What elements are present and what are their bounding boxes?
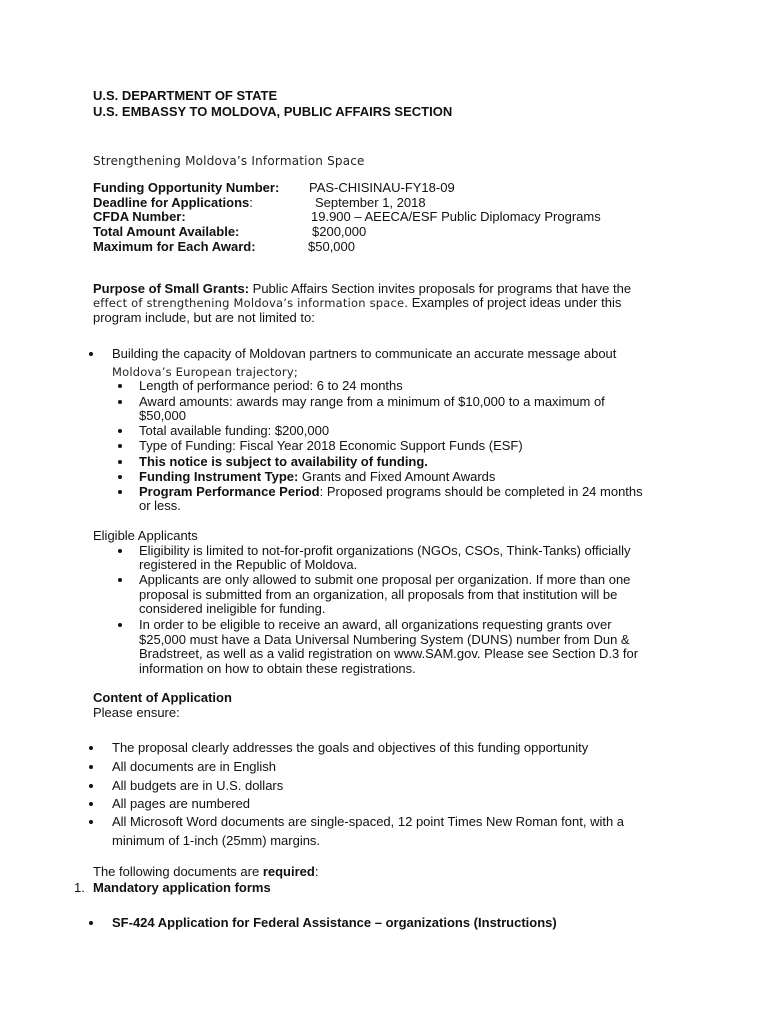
- bullet-icon: [118, 460, 122, 464]
- sub-bullet-total-funding: Total available funding: $200,000: [139, 423, 330, 438]
- content-please-ensure: Please ensure:: [93, 705, 180, 720]
- capacity-line-1: Building the capacity of Moldovan partners to communicate an accurate message about: [112, 346, 617, 361]
- content-item-english: All documents are in English: [112, 759, 277, 774]
- eligible-3-line-2: $25,000 must have a Data Universal Numbering System (DUNS) number from Dun &: [139, 632, 630, 647]
- content-item-pages: All pages are numbered: [112, 796, 251, 811]
- eligible-1-line-2: registered in the Republic of Moldova.: [139, 557, 358, 572]
- content-item-goals: The proposal clearly addresses the goals and objectives of this funding opportunity: [112, 740, 589, 755]
- content-item-budgets: All budgets are in U.S. dollars: [112, 778, 284, 793]
- sub-bullet-funding-type: Type of Funding: Fiscal Year 2018 Economic Support Funds (ESF): [139, 438, 523, 453]
- bullet-icon: [118, 444, 122, 448]
- bullet-icon: [118, 549, 122, 553]
- field-label-max-award: Maximum for Each Award:: [93, 239, 256, 254]
- eligible-3-line-3: Bradstreet, as well as a valid registration on www.SAM.gov. Please see Section D.3 for: [139, 646, 639, 661]
- document-subtitle: Strengthening Moldova’s Information Space: [93, 154, 365, 168]
- sub-bullet-performance-period-program: Program Performance Period: Proposed programs should be completed in 24 months: [139, 484, 643, 499]
- bullet-icon: [118, 400, 122, 404]
- bullet-icon: [89, 765, 93, 769]
- bullet-icon: [118, 475, 122, 479]
- bullet-icon: [89, 784, 93, 788]
- required-documents-intro: The following documents are required:: [93, 864, 319, 879]
- field-value-funding-number: PAS-CHISINAU-FY18-09: [309, 180, 455, 195]
- eligible-2-line-2: proposal is submitted from an organization, all proposals from that institution will be: [139, 587, 618, 602]
- instructions-link[interactable]: Instructions: [478, 915, 553, 930]
- purpose-line-1: Purpose of Small Grants: Public Affairs Section invites proposals for programs that have the: [93, 281, 632, 296]
- sub-bullet-award-amounts: Award amounts: awards may range from a minimum of $10,000 to a maximum of: [139, 394, 605, 409]
- sub-bullet-award-amounts-cont: $50,000: [139, 408, 186, 423]
- bullet-icon: [118, 578, 122, 582]
- eligible-2-line-1: Applicants are only allowed to submit one proposal per organization. If more than one: [139, 572, 631, 587]
- eligible-3-line-1: In order to be eligible to receive an award, all organizations requesting grants over: [139, 617, 612, 632]
- bullet-icon: [118, 490, 122, 494]
- sub-bullet-instrument-type: Funding Instrument Type: Grants and Fixed Amount Awards: [139, 469, 496, 484]
- field-value-cfda: 19.900 – AEECA/ESF Public Diplomacy Programs: [311, 209, 601, 224]
- sub-bullet-availability-notice: This notice is subject to availability of funding.: [139, 454, 428, 469]
- list-number: 1.: [74, 880, 85, 895]
- eligible-3-line-4: information on how to obtain these registrations.: [139, 661, 416, 676]
- embassy-heading: U.S. EMBASSY TO MOLDOVA, PUBLIC AFFAIRS SECTION: [93, 104, 453, 119]
- field-label-total-amount: Total Amount Available:: [93, 224, 240, 239]
- bullet-icon: [118, 623, 122, 627]
- purpose-line-2: effect of strengthening Moldova’s information space. Examples of project ideas under this: [93, 295, 622, 310]
- mandatory-forms-heading: Mandatory application forms: [93, 880, 271, 895]
- content-heading: Content of Application: [93, 690, 232, 705]
- bullet-icon: [89, 352, 93, 356]
- content-item-formatting-cont: minimum of 1-inch (25mm) margins.: [112, 833, 321, 848]
- eligible-heading: Eligible Applicants: [93, 528, 198, 543]
- eligible-2-line-3: considered ineligible for funding.: [139, 601, 326, 616]
- field-label-deadline: Deadline for Applications:: [93, 195, 253, 210]
- content-item-formatting: All Microsoft Word documents are single-spaced, 12 point Times New Roman font, with a: [112, 814, 625, 829]
- bullet-icon: [118, 429, 122, 433]
- bullet-icon: [89, 746, 93, 750]
- field-label-cfda: CFDA Number:: [93, 209, 186, 224]
- bullet-icon: [89, 820, 93, 824]
- purpose-line-3: program include, but are not limited to:: [93, 310, 315, 325]
- sf424-form-item: SF-424 Application for Federal Assistance – organizations (Instructions): [112, 915, 557, 930]
- agency-heading: U.S. DEPARTMENT OF STATE: [93, 88, 278, 103]
- bullet-icon: [118, 384, 122, 388]
- sub-bullet-performance-period: Length of performance period: 6 to 24 months: [139, 378, 403, 393]
- bullet-icon: [89, 802, 93, 806]
- sub-bullet-performance-period-cont: or less.: [139, 498, 181, 513]
- field-label-funding-number: Funding Opportunity Number:: [93, 180, 280, 195]
- field-value-deadline: September 1, 2018: [315, 195, 426, 210]
- eligible-1-line-1: Eligibility is limited to not-for-profit organizations (NGOs, CSOs, Think-Tanks) officially: [139, 543, 631, 558]
- field-value-total-amount: $200,000: [312, 224, 367, 239]
- field-value-max-award: $50,000: [308, 239, 355, 254]
- capacity-line-2: Moldova’s European trajectory;: [112, 365, 298, 379]
- bullet-icon: [89, 921, 93, 925]
